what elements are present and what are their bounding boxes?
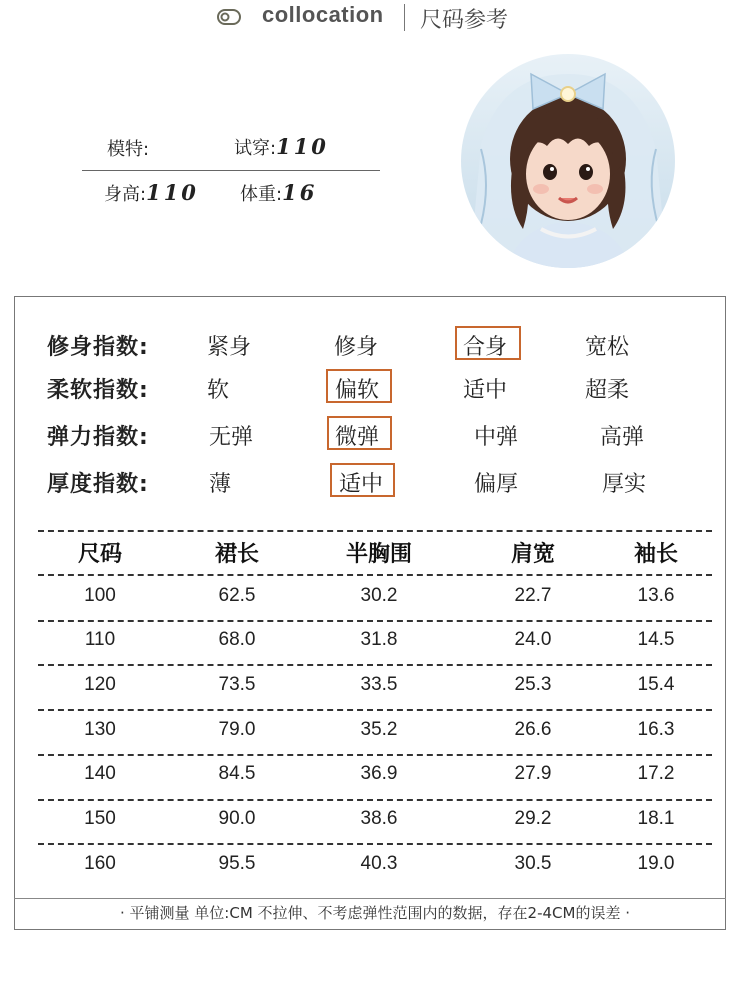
- weight-info: [240, 180, 317, 206]
- height-value: 110: [146, 180, 199, 205]
- table-cell: 30.5: [514, 853, 552, 874]
- selected-highlight-box: [326, 369, 392, 403]
- model-photo: [461, 54, 675, 268]
- table-cell: 110: [84, 629, 116, 650]
- footer-divider: [14, 898, 726, 899]
- table-cell: 18.1: [637, 808, 675, 829]
- table-cell: 15.4: [637, 674, 675, 695]
- table-cell: 31.8: [360, 629, 398, 650]
- table-cell: 95.5: [218, 853, 256, 874]
- table-dashed-divider: [38, 664, 712, 666]
- table-dashed-divider: [38, 709, 712, 711]
- try-on-info: [234, 134, 329, 160]
- index-label: 厚度指数:: [47, 472, 149, 497]
- table-dashed-divider: [38, 799, 712, 801]
- selected-highlight-box: [455, 326, 521, 360]
- model-label: 模特:: [107, 139, 150, 160]
- table-cell: 38.6: [360, 808, 398, 829]
- index-option: 偏厚: [474, 472, 519, 497]
- table-cell: 130: [84, 719, 116, 740]
- index-option: 中弹: [474, 425, 519, 450]
- table-dashed-divider: [38, 574, 712, 576]
- height-info: [104, 180, 199, 206]
- index-option-selected: 合身: [463, 335, 508, 360]
- table-dashed-divider: [38, 620, 712, 622]
- table-cell: 35.2: [360, 719, 398, 740]
- index-option-selected: 适中: [339, 472, 384, 497]
- height-label: 身高:: [104, 184, 147, 205]
- table-header-cell: 袖长: [633, 542, 679, 567]
- footer-note: · 平铺测量 单位:CM 不拉伸、不考虑弹性范围内的数据，存在2-4CM的误差 ·: [120, 904, 630, 922]
- table-cell: 24.0: [514, 629, 552, 650]
- table-cell: 100: [84, 585, 116, 606]
- table-cell: 13.6: [637, 585, 675, 606]
- table-cell: 33.5: [360, 674, 398, 695]
- table-cell: 150: [84, 808, 116, 829]
- table-cell: 120: [84, 674, 116, 695]
- table-header-cell: 肩宽: [510, 542, 556, 567]
- weight-value: 16: [282, 180, 318, 205]
- table-header-cell: 裙长: [214, 542, 260, 567]
- table-cell: 30.2: [360, 585, 398, 606]
- weight-label: 体重:: [240, 184, 283, 205]
- table-cell: 40.3: [360, 853, 398, 874]
- index-option: 无弹: [209, 425, 254, 450]
- table-cell: 17.2: [637, 763, 675, 784]
- table-dashed-divider: [38, 843, 712, 845]
- toggle-icon: [217, 9, 241, 25]
- table-cell: 73.5: [218, 674, 256, 695]
- index-option-selected: 偏软: [335, 378, 380, 403]
- index-option: 薄: [209, 472, 232, 497]
- index-option: 软: [207, 378, 230, 403]
- table-dashed-divider: [38, 530, 712, 532]
- table-cell: 14.5: [637, 629, 675, 650]
- index-option-selected: 微弹: [335, 425, 380, 450]
- index-label: 修身指数:: [47, 335, 149, 360]
- header-divider: [404, 4, 405, 31]
- index-label: 柔软指数:: [47, 378, 149, 403]
- index-label: 弹力指数:: [47, 425, 149, 450]
- table-cell: 16.3: [637, 719, 675, 740]
- table-cell: 84.5: [218, 763, 256, 784]
- table-cell: 22.7: [514, 585, 552, 606]
- table-cell: 25.3: [514, 674, 552, 695]
- header-subtitle: 尺码参考: [420, 8, 509, 33]
- index-option: 高弹: [600, 425, 645, 450]
- index-option: 修身: [334, 335, 379, 360]
- try-on-label: 试穿:: [234, 138, 277, 159]
- table-cell: 90.0: [218, 808, 256, 829]
- table-header-cell: 尺码: [77, 542, 123, 567]
- table-cell: 26.6: [514, 719, 552, 740]
- table-cell: 29.2: [514, 808, 552, 829]
- selected-highlight-box: [330, 463, 395, 497]
- table-cell: 36.9: [360, 763, 398, 784]
- try-on-value: 110: [276, 134, 329, 159]
- index-option: 紧身: [207, 335, 252, 360]
- table-dashed-divider: [38, 754, 712, 756]
- index-option: 超柔: [585, 378, 630, 403]
- table-header-cell: 半胸围: [345, 542, 413, 567]
- index-option: 适中: [463, 378, 508, 403]
- table-cell: 62.5: [218, 585, 256, 606]
- table-cell: 19.0: [637, 853, 675, 874]
- table-cell: 68.0: [218, 629, 256, 650]
- table-cell: 160: [84, 853, 116, 874]
- header-title: collocation: [262, 2, 384, 27]
- table-cell: 27.9: [514, 763, 552, 784]
- info-divider: [82, 170, 380, 171]
- table-cell: 140: [84, 763, 116, 784]
- table-cell: 79.0: [218, 719, 256, 740]
- index-option: 宽松: [585, 335, 630, 360]
- selected-highlight-box: [327, 416, 392, 450]
- index-option: 厚实: [602, 472, 647, 497]
